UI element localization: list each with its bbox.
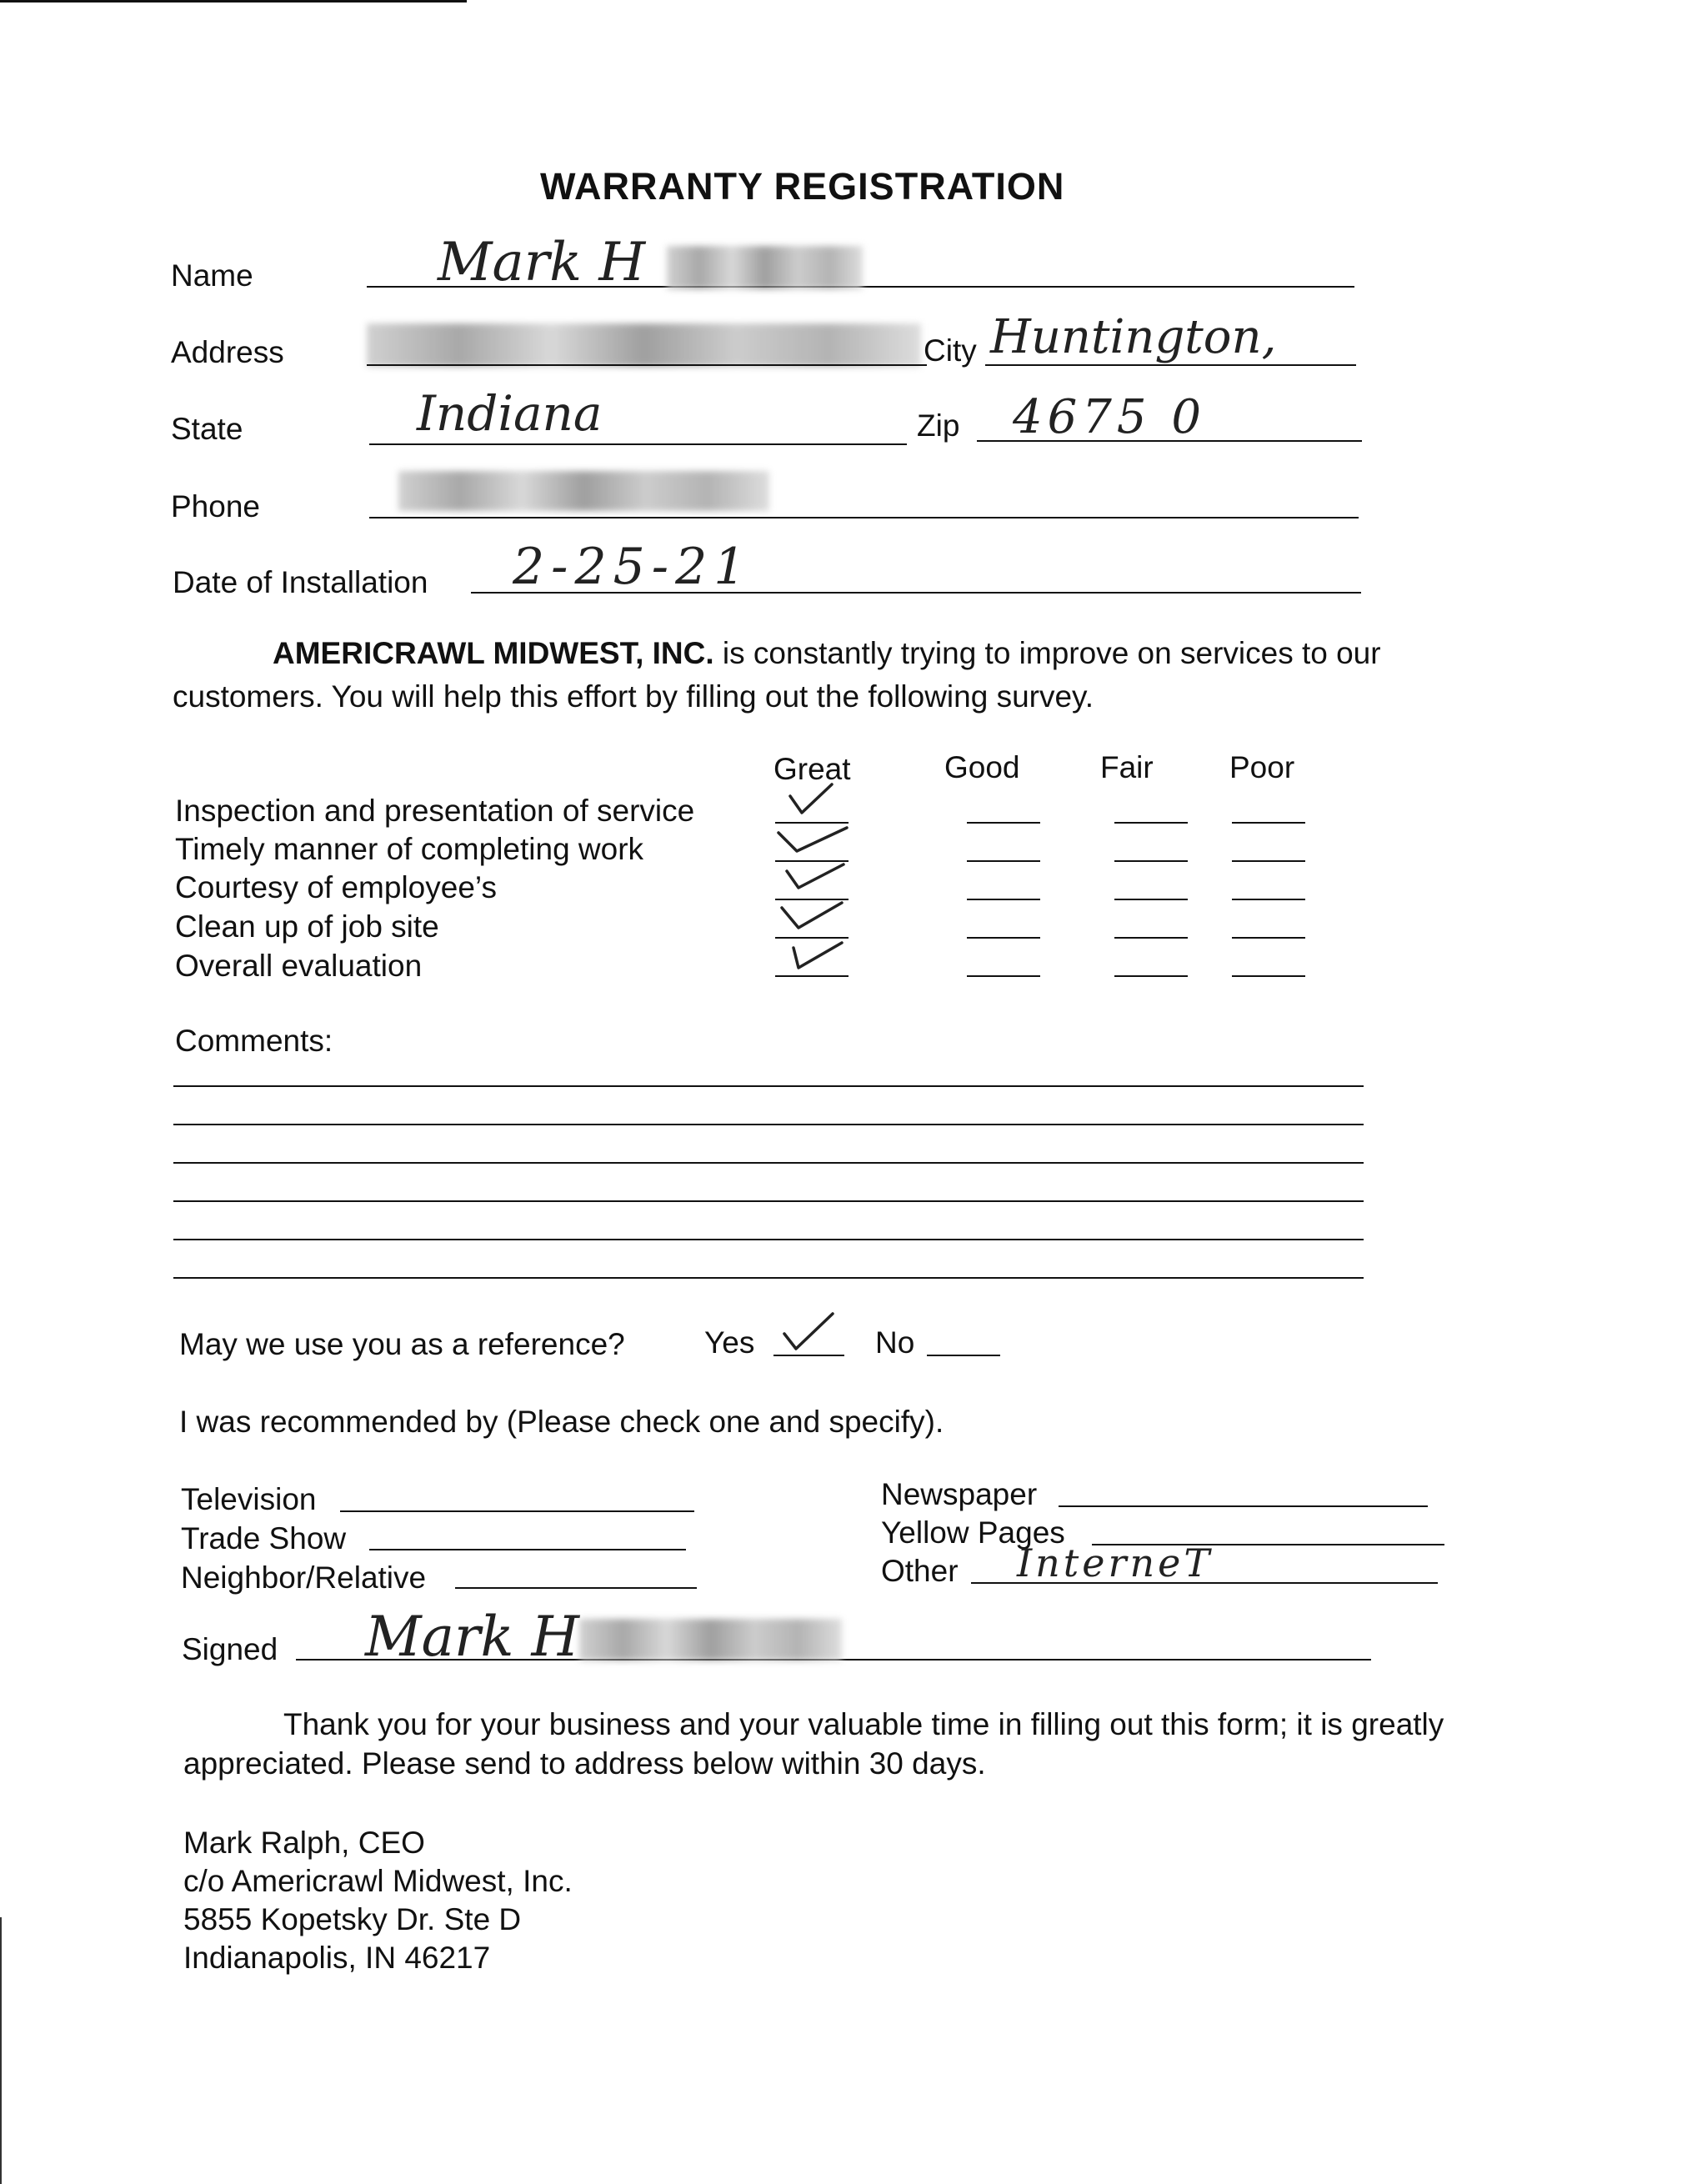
city-label: City (924, 333, 977, 368)
address-redaction[interactable] (367, 323, 921, 367)
address-block-line-1: Mark Ralph, CEO (183, 1826, 425, 1860)
comments-label: Comments: (175, 1024, 333, 1058)
reference-no-label: No (875, 1325, 915, 1360)
survey-row-label: Timely manner of completing work (175, 832, 644, 866)
rec-neighbor-line[interactable] (455, 1587, 697, 1589)
blank-good[interactable] (967, 860, 1040, 862)
state-line (369, 443, 907, 445)
column-great: Great (773, 752, 851, 786)
blank-fair[interactable] (1114, 937, 1188, 939)
signature-value[interactable]: Mark H (365, 1605, 580, 1669)
form-title: WARRANTY REGISTRATION (540, 165, 1065, 208)
column-good: Good (944, 750, 1020, 784)
signed-label: Signed (182, 1632, 278, 1666)
intro-line-2: customers. You will help this effort by filling out the following survey. (173, 679, 1094, 714)
phone-label: Phone (171, 489, 260, 523)
survey-row-label: Courtesy of employee’s (175, 870, 497, 904)
rec-newspaper-label: Newspaper (881, 1477, 1038, 1511)
checkmark (790, 784, 832, 813)
intro-text-1: is constantly trying to improve on services to our (713, 636, 1381, 670)
state-value[interactable]: Indiana (417, 385, 603, 442)
zip-value[interactable]: 4675 0 (1013, 390, 1206, 444)
date-label: Date of Installation (173, 565, 428, 599)
column-fair: Fair (1100, 750, 1154, 784)
rec-other-value[interactable]: InterneT (1017, 1540, 1214, 1585)
blank-good[interactable] (967, 937, 1040, 939)
address-line (367, 364, 927, 366)
address-block-line-3: 5855 Kopetsky Dr. Ste D (183, 1902, 522, 1936)
comment-line[interactable] (173, 1162, 1364, 1164)
survey-row-label: Clean up of job site (175, 909, 439, 944)
reference-yes-label: Yes (704, 1325, 755, 1360)
column-poor: Poor (1229, 750, 1295, 784)
rec-tradeshow-line[interactable] (369, 1549, 686, 1550)
zip-label: Zip (917, 408, 960, 443)
address-block-line-2: c/o Americrawl Midwest, Inc. (183, 1864, 573, 1898)
rec-yellowpages-label: Yellow Pages (881, 1515, 1065, 1550)
comment-line[interactable] (173, 1085, 1364, 1087)
name-label: Name (171, 258, 253, 293)
survey-row-label: Inspection and presentation of service (175, 794, 695, 828)
comment-line[interactable] (173, 1239, 1364, 1240)
reference-no-blank[interactable] (927, 1355, 1000, 1356)
blank-good[interactable] (967, 975, 1040, 977)
rec-television-line[interactable] (340, 1510, 694, 1512)
city-line (985, 364, 1356, 366)
phone-redaction[interactable] (398, 471, 769, 511)
blank-good[interactable] (967, 822, 1040, 824)
rec-tradeshow-label: Trade Show (181, 1521, 347, 1555)
great-checkmarks (765, 779, 857, 988)
rec-neighbor-label: Neighbor/Relative (181, 1560, 427, 1595)
recommended-prompt: I was recommended by (Please check one and specify). (179, 1405, 944, 1439)
comment-line[interactable] (173, 1200, 1364, 1202)
scan-artifact-top (0, 0, 467, 3)
address-label: Address (171, 335, 284, 369)
reference-yes-checkmark (779, 1309, 838, 1355)
blank-fair[interactable] (1114, 822, 1188, 824)
checkmark (778, 828, 847, 851)
name-redaction (667, 246, 863, 289)
blank-poor[interactable] (1232, 822, 1305, 824)
blank-fair[interactable] (1114, 899, 1188, 900)
rec-television-label: Television (181, 1482, 317, 1516)
checkmark (782, 903, 842, 928)
blank-fair[interactable] (1114, 860, 1188, 862)
address-block-line-4: Indianapolis, IN 46217 (183, 1941, 491, 1975)
blank-fair[interactable] (1114, 975, 1188, 977)
blank-good[interactable] (967, 899, 1040, 900)
name-value[interactable]: Mark H (438, 232, 646, 293)
blank-poor[interactable] (1232, 937, 1305, 939)
state-label: State (171, 412, 243, 446)
scan-artifact-left (0, 1917, 2, 2184)
checkmark (787, 864, 843, 888)
intro-line-1 (273, 636, 1381, 671)
reference-yes-blank[interactable] (773, 1355, 844, 1356)
survey-row-label: Overall evaluation (175, 949, 423, 983)
company-name: AMERICRAWL MIDWEST, INC. (273, 636, 714, 670)
checkmark (793, 943, 842, 968)
blank-poor[interactable] (1232, 899, 1305, 900)
reference-question: May we use you as a reference? (179, 1327, 625, 1361)
blank-poor[interactable] (1232, 860, 1305, 862)
closing-line-2: appreciated. Please send to address below within 30 days. (183, 1746, 986, 1781)
rec-other-label: Other (881, 1554, 959, 1588)
comment-line[interactable] (173, 1277, 1364, 1279)
phone-line (369, 517, 1359, 518)
city-value[interactable]: Huntington, (990, 310, 1277, 364)
closing-line-1: Thank you for your business and your valuable time in filling out this form; it is greatly (283, 1707, 1444, 1741)
comment-line[interactable] (173, 1124, 1364, 1125)
signature-redaction (579, 1619, 842, 1661)
blank-poor[interactable] (1232, 975, 1305, 977)
rec-newspaper-line[interactable] (1059, 1505, 1428, 1507)
date-value[interactable]: 2-25-21 (513, 538, 753, 596)
